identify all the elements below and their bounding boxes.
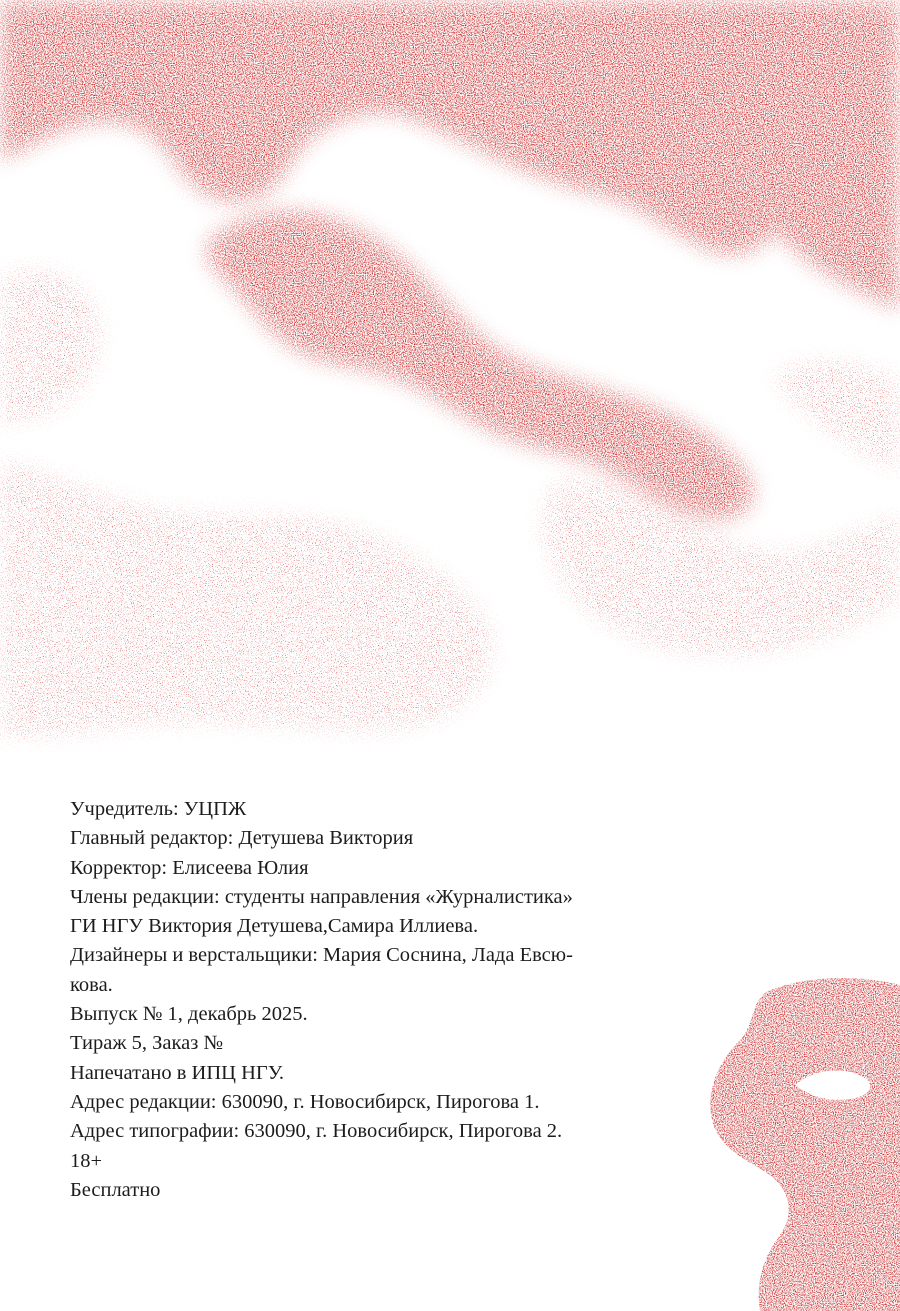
circulation-line: Тираж 5, Заказ № [70, 1032, 224, 1055]
editorial-members-names-line: ГИ НГУ Виктория Детушева,Самира Иллиева. [70, 915, 479, 938]
price-line: Бесплатно [70, 1178, 161, 1201]
imprint-block [70, 795, 690, 1205]
designers-line: Дизайнеры и верстальщики: Мария Соснина, Лада Евсю- [70, 944, 573, 967]
editorial-address-line: Адрес редакции: 630090, г. Новосибирск, Пирогова 1. [70, 1090, 540, 1113]
bottom-right-red-texture [710, 978, 900, 1311]
printed-at-line: Напечатано в ИПЦ НГУ. [70, 1061, 285, 1084]
printing-house-address-line: Адрес типографии: 630090, г. Новосибирск, Пирогова 2. [70, 1120, 563, 1143]
editorial-members-line: Члены редакции: студенты направления «Журналистика» [70, 885, 573, 908]
editor-in-chief-line: Главный редактор: Детушева Виктория [70, 827, 414, 850]
designers-line-continuation: кова. [70, 973, 113, 996]
founder-line: Учредитель: УЦПЖ [70, 798, 247, 820]
issue-line: Выпуск № 1, декабрь 2025. [70, 1003, 308, 1026]
proofreader-line: Корректор: Елисеева Юлия [70, 856, 309, 879]
age-rating-line: 18+ [70, 1149, 103, 1172]
